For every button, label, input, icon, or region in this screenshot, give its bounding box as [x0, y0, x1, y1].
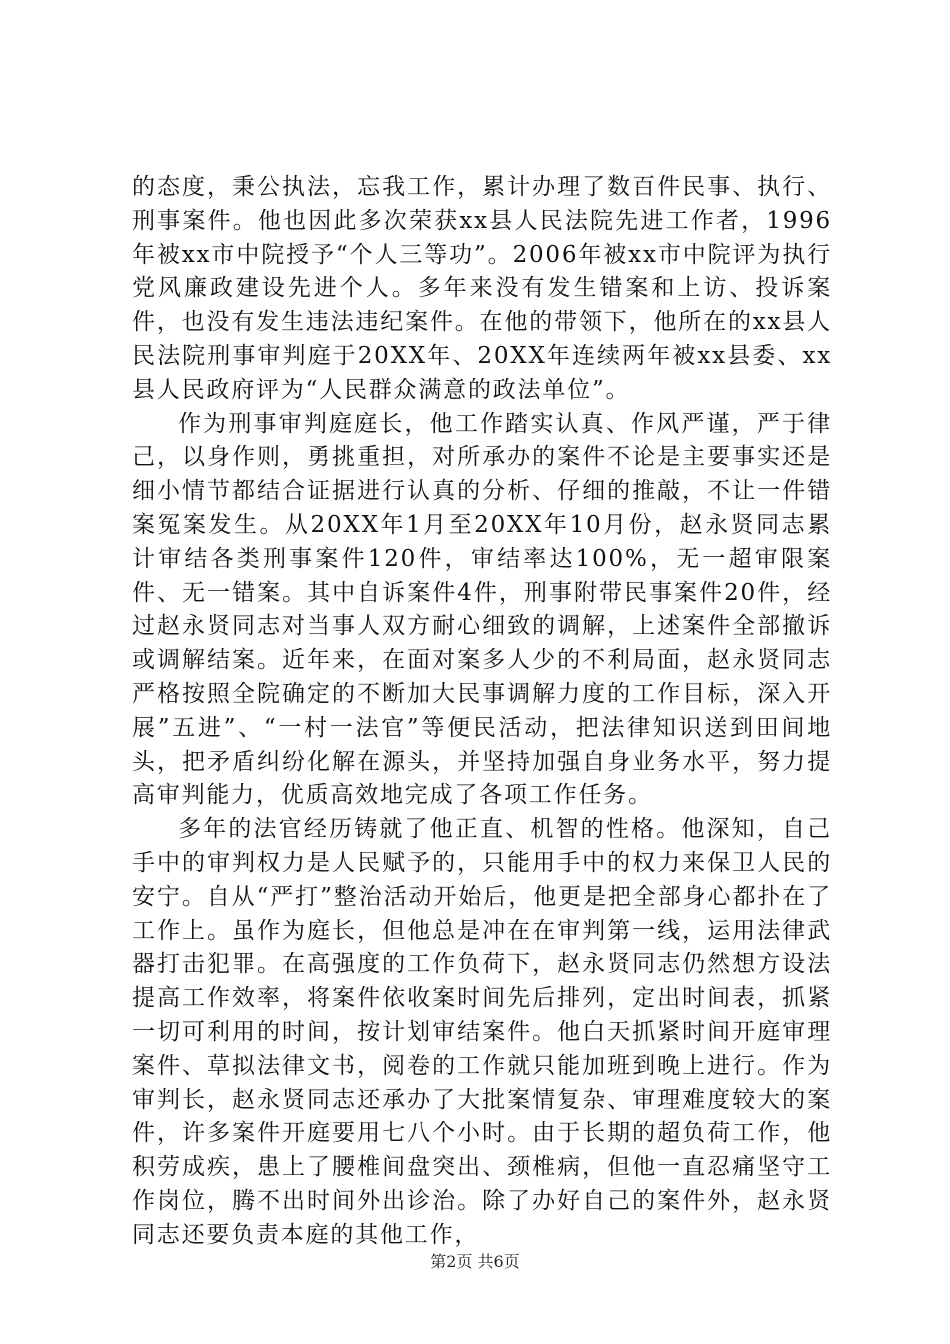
document-body: [132, 171, 832, 1253]
paragraph-3: 多年的法官经历铸就了他正直、机智的性格。他深知，自己手中的审判权力是人民赋予的，只能用手中的权力来保卫人民的安宁。自从“严打”整治活动开始后，他更是把全部身心都扑在了工作上。虽作为庭长，但他总是冲在在审判第一线，运用法律武器打击犯罪。在高强度的工作负荷下，赵永贤同志仍然想方设法提高工作效率，将案件依收案时间先后排列，定出时间表，抓紧一切可利用的时间，按计划审结案件。他白天抓紧时间开庭审理案件、草拟法律文书，阅卷的工作就只能加班到晚上进行。作为审判长，赵永贤同志还承办了大批案情复杂、审理难度较大的案件，许多案件开庭要用七八个小时。由于长期的超负荷工作，他积劳成疾，患上了腰椎间盘突出、颈椎病，但他一直忍痛坚守工作岗位，腾不出时间外出诊治。除了办好自己的案件外，赵永贤同志还要负责本庭的其他工作，: [132, 816, 832, 1248]
paragraph-1: 的态度，秉公执法，忘我工作，累计办理了数百件民事、执行、刑事案件。他也因此多次荣获xx县人民法院先进工作者，1996年被xx市中院授予“个人三等功”。2006年被xx市中院评为执行党风廉政建设先进个人。多年来没有发生错案和上访、投诉案件，也没有发生违法违纪案件。在他的带领下，他所在的xx县人民法院刑事审判庭于20XX年、20XX年连续两年被xx县委、xx县人民政府评为“人民群众满意的政法单位”。: [132, 174, 832, 403]
paragraph-2: 作为刑事审判庭庭长，他工作踏实认真、作风严谨，严于律己，以身作则，勇挑重担，对所承办的案件不论是主要事实还是细小情节都结合证据进行认真的分析、仔细的推敲，不让一件错案冤案发生。从20XX年1月至20XX年10月份，赵永贤同志累计审结各类刑事案件120件，审结率达100%，无一超审限案件、无一错案。其中自诉案件4件，刑事附带民事案件20件，经过赵永贤同志对当事人双方耐心细致的调解，上述案件全部撤诉或调解结案。近年来，在面对案多人少的不利局面，赵永贤同志严格按照全院确定的不断加大民事调解力度的工作目标，深入开展”五进”、“一村一法官”等便民活动，把法律知识送到田间地头，把矛盾纠纷化解在源头，并坚持加强自身业务水平，努力提高审判能力，优质高效地完成了各项工作任务。: [132, 410, 832, 809]
page-footer: 第2页 共6页: [430, 1252, 520, 1271]
